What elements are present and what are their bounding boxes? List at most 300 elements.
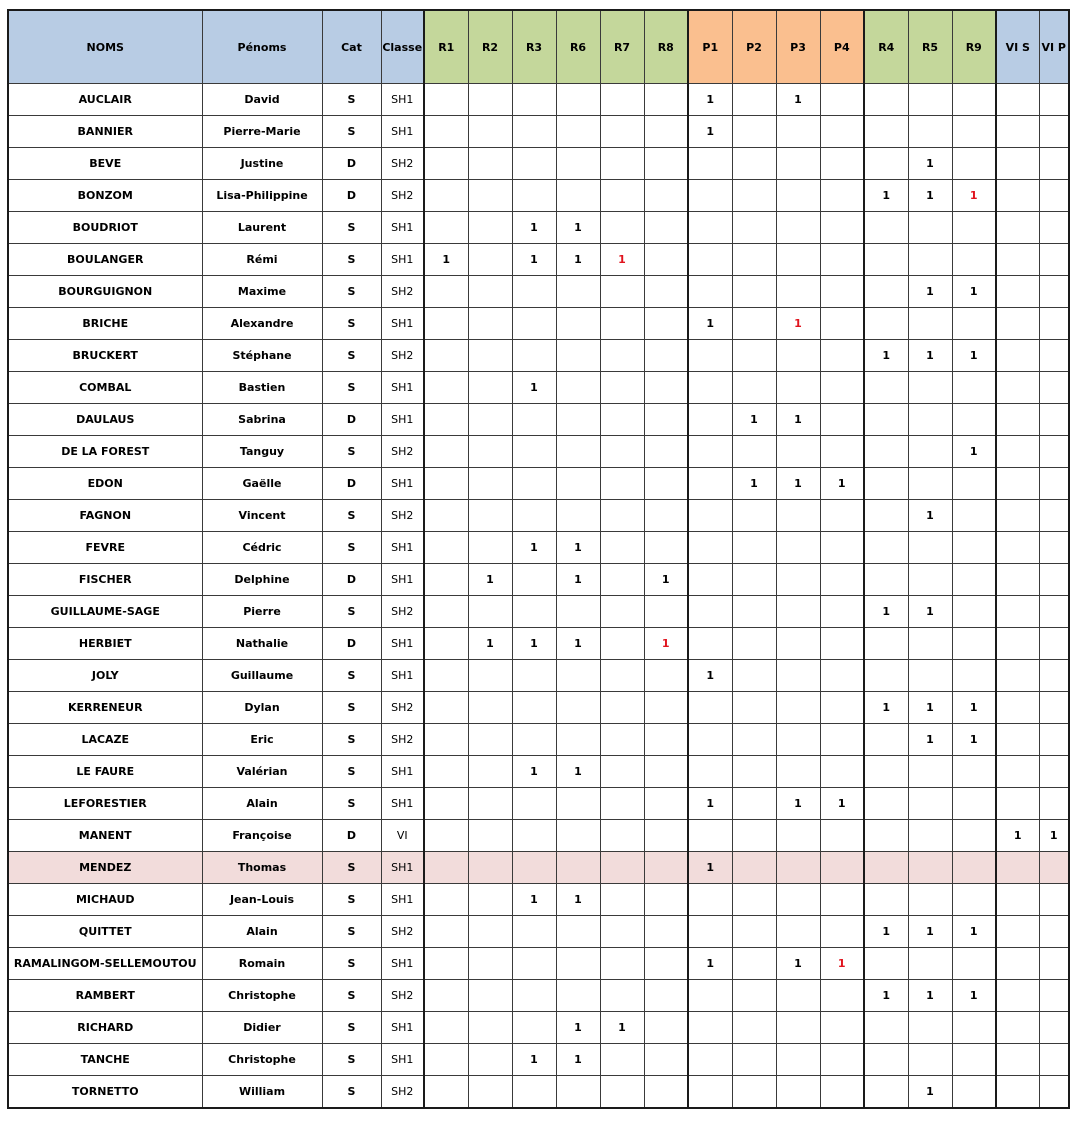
value-cell-p4 xyxy=(820,692,864,724)
value-cell-r6 xyxy=(556,1076,600,1109)
table-row xyxy=(8,276,1069,308)
value-cell-r1 xyxy=(424,692,468,724)
value-cell-r9 xyxy=(952,308,996,340)
prenom-cell: Maxime xyxy=(202,276,322,308)
value-cell-r8: 1 xyxy=(644,564,688,596)
value-cell-r4 xyxy=(864,1012,908,1044)
value-cell-p3 xyxy=(776,500,820,532)
value-cell-r3: 1 xyxy=(512,212,556,244)
classe-cell: SH1 xyxy=(381,404,424,436)
table-row xyxy=(8,884,1069,916)
value-cell-r3 xyxy=(512,916,556,948)
value-cell-r3 xyxy=(512,404,556,436)
column-header-r1: R1 xyxy=(424,10,468,84)
value-cell-r8 xyxy=(644,308,688,340)
prenom-cell: Thomas xyxy=(202,852,322,884)
value-cell-r8 xyxy=(644,180,688,212)
value-cell-r2: 1 xyxy=(468,628,512,660)
value-cell-p2 xyxy=(732,372,776,404)
cat-cell: S xyxy=(322,660,381,692)
nom-cell: GUILLAUME-SAGE xyxy=(8,596,202,628)
value-cell-r9 xyxy=(952,532,996,564)
value-cell-vi-s xyxy=(996,564,1039,596)
value-cell-p4 xyxy=(820,724,864,756)
value-cell-vi-p xyxy=(1039,148,1069,180)
value-cell-r6 xyxy=(556,340,600,372)
value-cell-r4 xyxy=(864,660,908,692)
value-cell-p3 xyxy=(776,276,820,308)
value-cell-r7 xyxy=(600,436,644,468)
value-cell-p4 xyxy=(820,180,864,212)
value-cell-r9 xyxy=(952,372,996,404)
value-cell-p1 xyxy=(688,596,732,628)
value-cell-r5: 1 xyxy=(908,724,952,756)
value-cell-r1 xyxy=(424,788,468,820)
value-cell-r8 xyxy=(644,244,688,276)
value-cell-r7 xyxy=(600,340,644,372)
prenom-cell: Stéphane xyxy=(202,340,322,372)
prenom-cell: Alain xyxy=(202,916,322,948)
value-cell-p2 xyxy=(732,564,776,596)
value-cell-r2 xyxy=(468,468,512,500)
value-cell-r7 xyxy=(600,276,644,308)
value-cell-r1 xyxy=(424,532,468,564)
classe-cell: VI xyxy=(381,820,424,852)
value-cell-r4: 1 xyxy=(864,340,908,372)
value-cell-r2 xyxy=(468,244,512,276)
value-cell-r7 xyxy=(600,980,644,1012)
table-row xyxy=(8,1012,1069,1044)
value-cell-p4 xyxy=(820,372,864,404)
value-cell-r9 xyxy=(952,884,996,916)
table-row xyxy=(8,500,1069,532)
cat-cell: S xyxy=(322,500,381,532)
prenom-cell: Justine xyxy=(202,148,322,180)
cat-cell: S xyxy=(322,276,381,308)
value-cell-r9 xyxy=(952,404,996,436)
value-cell-r1 xyxy=(424,148,468,180)
value-cell-vi-s xyxy=(996,436,1039,468)
value-cell-r9 xyxy=(952,116,996,148)
value-cell-p4 xyxy=(820,980,864,1012)
value-cell-r2 xyxy=(468,436,512,468)
value-cell-r2 xyxy=(468,660,512,692)
value-cell-p4 xyxy=(820,84,864,116)
value-cell-r2 xyxy=(468,148,512,180)
value-cell-r4 xyxy=(864,564,908,596)
value-cell-r1 xyxy=(424,276,468,308)
value-cell-vi-s xyxy=(996,1012,1039,1044)
value-cell-vi-p xyxy=(1039,692,1069,724)
value-cell-vi-s xyxy=(996,1044,1039,1076)
value-cell-r7 xyxy=(600,564,644,596)
prenom-cell: David xyxy=(202,84,322,116)
value-cell-p1 xyxy=(688,212,732,244)
value-cell-p4 xyxy=(820,916,864,948)
value-cell-p3 xyxy=(776,436,820,468)
value-cell-vi-p xyxy=(1039,180,1069,212)
table-row xyxy=(8,340,1069,372)
value-cell-r1 xyxy=(424,660,468,692)
value-cell-r3 xyxy=(512,596,556,628)
prenom-cell: Alain xyxy=(202,788,322,820)
table-row xyxy=(8,1076,1069,1109)
value-cell-r9 xyxy=(952,628,996,660)
table-row xyxy=(8,308,1069,340)
value-cell-r5 xyxy=(908,788,952,820)
value-cell-p3 xyxy=(776,1044,820,1076)
nom-cell: KERRENEUR xyxy=(8,692,202,724)
value-cell-vi-s xyxy=(996,468,1039,500)
value-cell-p4 xyxy=(820,532,864,564)
classe-cell: SH1 xyxy=(381,116,424,148)
cat-cell: S xyxy=(322,1012,381,1044)
cat-cell: D xyxy=(322,820,381,852)
value-cell-r8 xyxy=(644,852,688,884)
value-cell-p2 xyxy=(732,1076,776,1109)
value-cell-p4: 1 xyxy=(820,948,864,980)
value-cell-r3 xyxy=(512,340,556,372)
prenom-cell: Romain xyxy=(202,948,322,980)
value-cell-r5: 1 xyxy=(908,692,952,724)
value-cell-p2 xyxy=(732,116,776,148)
nom-cell: MANENT xyxy=(8,820,202,852)
value-cell-r9 xyxy=(952,148,996,180)
value-cell-p3 xyxy=(776,916,820,948)
value-cell-p3 xyxy=(776,116,820,148)
value-cell-p4 xyxy=(820,852,864,884)
cat-cell: S xyxy=(322,980,381,1012)
column-header-pénoms: Pénoms xyxy=(202,10,322,84)
value-cell-r4: 1 xyxy=(864,692,908,724)
nom-cell: FEVRE xyxy=(8,532,202,564)
value-cell-vi-s xyxy=(996,852,1039,884)
value-cell-r1 xyxy=(424,948,468,980)
value-cell-p4 xyxy=(820,660,864,692)
value-cell-r2 xyxy=(468,212,512,244)
table-row xyxy=(8,532,1069,564)
value-cell-r5 xyxy=(908,116,952,148)
value-cell-p1 xyxy=(688,436,732,468)
value-cell-r3 xyxy=(512,1076,556,1109)
value-cell-r1: 1 xyxy=(424,244,468,276)
cat-cell: S xyxy=(322,436,381,468)
value-cell-r8: 1 xyxy=(644,628,688,660)
table-row xyxy=(8,756,1069,788)
value-cell-p4 xyxy=(820,500,864,532)
value-cell-r8 xyxy=(644,340,688,372)
value-cell-vi-p xyxy=(1039,116,1069,148)
value-cell-p2 xyxy=(732,692,776,724)
value-cell-r6 xyxy=(556,500,600,532)
value-cell-r3 xyxy=(512,436,556,468)
value-cell-p2 xyxy=(732,948,776,980)
value-cell-r6 xyxy=(556,692,600,724)
value-cell-r5 xyxy=(908,212,952,244)
value-cell-vi-s xyxy=(996,1076,1039,1109)
table-row xyxy=(8,628,1069,660)
value-cell-r9 xyxy=(952,468,996,500)
value-cell-r4: 1 xyxy=(864,916,908,948)
value-cell-r9: 1 xyxy=(952,724,996,756)
value-cell-r8 xyxy=(644,436,688,468)
value-cell-p2 xyxy=(732,532,776,564)
value-cell-r3 xyxy=(512,148,556,180)
value-cell-r9 xyxy=(952,660,996,692)
value-cell-r8 xyxy=(644,148,688,180)
value-cell-r5 xyxy=(908,436,952,468)
value-cell-p1 xyxy=(688,340,732,372)
cat-cell: S xyxy=(322,916,381,948)
value-cell-r8 xyxy=(644,980,688,1012)
table-row xyxy=(8,212,1069,244)
classe-cell: SH1 xyxy=(381,212,424,244)
value-cell-r6: 1 xyxy=(556,756,600,788)
value-cell-vi-p xyxy=(1039,1076,1069,1109)
value-cell-r7 xyxy=(600,660,644,692)
value-cell-r3 xyxy=(512,308,556,340)
value-cell-vi-s xyxy=(996,788,1039,820)
value-cell-r2 xyxy=(468,596,512,628)
classe-cell: SH2 xyxy=(381,692,424,724)
value-cell-p4 xyxy=(820,148,864,180)
value-cell-r6 xyxy=(556,980,600,1012)
value-cell-vi-p xyxy=(1039,756,1069,788)
value-cell-r3: 1 xyxy=(512,244,556,276)
value-cell-r2 xyxy=(468,756,512,788)
value-cell-vi-p xyxy=(1039,340,1069,372)
value-cell-p1 xyxy=(688,148,732,180)
value-cell-p1: 1 xyxy=(688,948,732,980)
value-cell-p1 xyxy=(688,180,732,212)
value-cell-r8 xyxy=(644,1044,688,1076)
value-cell-vi-p xyxy=(1039,276,1069,308)
cat-cell: D xyxy=(322,180,381,212)
table-row xyxy=(8,916,1069,948)
value-cell-r1 xyxy=(424,596,468,628)
value-cell-r5 xyxy=(908,308,952,340)
column-header-r3: R3 xyxy=(512,10,556,84)
prenom-cell: Vincent xyxy=(202,500,322,532)
value-cell-p1 xyxy=(688,1076,732,1109)
value-cell-vi-s xyxy=(996,500,1039,532)
classe-cell: SH2 xyxy=(381,148,424,180)
value-cell-r7: 1 xyxy=(600,244,644,276)
value-cell-r3 xyxy=(512,788,556,820)
value-cell-r4 xyxy=(864,84,908,116)
value-cell-r8 xyxy=(644,660,688,692)
value-cell-r9: 1 xyxy=(952,692,996,724)
table-row xyxy=(8,564,1069,596)
value-cell-p3 xyxy=(776,564,820,596)
nom-cell: RAMBERT xyxy=(8,980,202,1012)
value-cell-p4 xyxy=(820,1012,864,1044)
prenom-cell: Cédric xyxy=(202,532,322,564)
classe-cell: SH1 xyxy=(381,84,424,116)
header-row xyxy=(8,10,1069,84)
value-cell-r9 xyxy=(952,948,996,980)
nom-cell: COMBAL xyxy=(8,372,202,404)
classe-cell: SH1 xyxy=(381,660,424,692)
nom-cell: LACAZE xyxy=(8,724,202,756)
table-row xyxy=(8,852,1069,884)
value-cell-p1 xyxy=(688,916,732,948)
value-cell-p2 xyxy=(732,500,776,532)
prenom-cell: Christophe xyxy=(202,980,322,1012)
table-row xyxy=(8,660,1069,692)
cat-cell: D xyxy=(322,564,381,596)
value-cell-p4 xyxy=(820,244,864,276)
value-cell-r6 xyxy=(556,788,600,820)
value-cell-r3 xyxy=(512,1012,556,1044)
value-cell-r8 xyxy=(644,468,688,500)
value-cell-r1 xyxy=(424,212,468,244)
column-header-vi-s: VI S xyxy=(996,10,1039,84)
value-cell-p1 xyxy=(688,500,732,532)
classe-cell: SH1 xyxy=(381,788,424,820)
value-cell-vi-p xyxy=(1039,212,1069,244)
value-cell-r4 xyxy=(864,148,908,180)
value-cell-r5 xyxy=(908,532,952,564)
classe-cell: SH2 xyxy=(381,916,424,948)
classe-cell: SH2 xyxy=(381,276,424,308)
value-cell-p2 xyxy=(732,756,776,788)
value-cell-r1 xyxy=(424,308,468,340)
value-cell-r8 xyxy=(644,756,688,788)
value-cell-vi-s xyxy=(996,756,1039,788)
value-cell-p1 xyxy=(688,1044,732,1076)
value-cell-r2 xyxy=(468,84,512,116)
value-cell-r8 xyxy=(644,820,688,852)
nom-cell: BRICHE xyxy=(8,308,202,340)
table-row xyxy=(8,596,1069,628)
value-cell-r6 xyxy=(556,148,600,180)
value-cell-r3 xyxy=(512,116,556,148)
cat-cell: S xyxy=(322,244,381,276)
value-cell-r4 xyxy=(864,468,908,500)
cat-cell: S xyxy=(322,308,381,340)
value-cell-r3 xyxy=(512,692,556,724)
value-cell-r3 xyxy=(512,276,556,308)
value-cell-p3 xyxy=(776,212,820,244)
value-cell-r1 xyxy=(424,116,468,148)
classe-cell: SH1 xyxy=(381,244,424,276)
value-cell-r1 xyxy=(424,468,468,500)
value-cell-p1: 1 xyxy=(688,788,732,820)
cat-cell: S xyxy=(322,756,381,788)
value-cell-p1 xyxy=(688,724,732,756)
value-cell-r6 xyxy=(556,468,600,500)
value-cell-r8 xyxy=(644,1076,688,1109)
classe-cell: SH1 xyxy=(381,1044,424,1076)
value-cell-p1 xyxy=(688,404,732,436)
value-cell-r6 xyxy=(556,948,600,980)
value-cell-p3 xyxy=(776,1012,820,1044)
value-cell-r3 xyxy=(512,500,556,532)
value-cell-r7 xyxy=(600,500,644,532)
value-cell-vi-s xyxy=(996,148,1039,180)
value-cell-r5: 1 xyxy=(908,596,952,628)
value-cell-p1 xyxy=(688,276,732,308)
value-cell-p1 xyxy=(688,692,732,724)
value-cell-p3: 1 xyxy=(776,84,820,116)
cat-cell: S xyxy=(322,852,381,884)
value-cell-r2 xyxy=(468,916,512,948)
value-cell-r6 xyxy=(556,372,600,404)
value-cell-r9: 1 xyxy=(952,340,996,372)
nom-cell: BANNIER xyxy=(8,116,202,148)
column-header-classe: Classe xyxy=(381,10,424,84)
value-cell-p4 xyxy=(820,116,864,148)
value-cell-r5: 1 xyxy=(908,500,952,532)
value-cell-r7 xyxy=(600,820,644,852)
value-cell-r5 xyxy=(908,948,952,980)
cat-cell: D xyxy=(322,468,381,500)
value-cell-vi-p xyxy=(1039,660,1069,692)
value-cell-p2: 1 xyxy=(732,468,776,500)
classe-cell: SH2 xyxy=(381,340,424,372)
value-cell-p2 xyxy=(732,1044,776,1076)
value-cell-vi-p xyxy=(1039,244,1069,276)
value-cell-r2 xyxy=(468,180,512,212)
value-cell-p3 xyxy=(776,692,820,724)
value-cell-r1 xyxy=(424,756,468,788)
classe-cell: SH1 xyxy=(381,468,424,500)
value-cell-vi-p xyxy=(1039,308,1069,340)
value-cell-r9 xyxy=(952,500,996,532)
value-cell-r7 xyxy=(600,1044,644,1076)
value-cell-vi-p xyxy=(1039,884,1069,916)
column-header-p3: P3 xyxy=(776,10,820,84)
classe-cell: SH2 xyxy=(381,1076,424,1109)
value-cell-r8 xyxy=(644,948,688,980)
classe-cell: SH1 xyxy=(381,756,424,788)
column-header-r2: R2 xyxy=(468,10,512,84)
value-cell-p3 xyxy=(776,372,820,404)
value-cell-vi-p xyxy=(1039,500,1069,532)
classe-cell: SH1 xyxy=(381,308,424,340)
value-cell-r7 xyxy=(600,532,644,564)
value-cell-r8 xyxy=(644,916,688,948)
value-cell-r7 xyxy=(600,180,644,212)
value-cell-r2 xyxy=(468,788,512,820)
value-cell-r9 xyxy=(952,1044,996,1076)
nom-cell: BOULANGER xyxy=(8,244,202,276)
value-cell-p3 xyxy=(776,724,820,756)
value-cell-r1 xyxy=(424,180,468,212)
value-cell-r4 xyxy=(864,628,908,660)
value-cell-r6: 1 xyxy=(556,628,600,660)
value-cell-vi-p xyxy=(1039,916,1069,948)
value-cell-r2 xyxy=(468,1012,512,1044)
value-cell-r6: 1 xyxy=(556,532,600,564)
cat-cell: S xyxy=(322,692,381,724)
value-cell-r3 xyxy=(512,980,556,1012)
value-cell-r2: 1 xyxy=(468,564,512,596)
value-cell-r9 xyxy=(952,1012,996,1044)
value-cell-r5: 1 xyxy=(908,340,952,372)
nom-cell: MENDEZ xyxy=(8,852,202,884)
value-cell-r2 xyxy=(468,340,512,372)
column-header-p2: P2 xyxy=(732,10,776,84)
value-cell-r9: 1 xyxy=(952,436,996,468)
value-cell-p2 xyxy=(732,724,776,756)
value-cell-p2 xyxy=(732,436,776,468)
column-header-r4: R4 xyxy=(864,10,908,84)
value-cell-vi-s xyxy=(996,244,1039,276)
nom-cell: FISCHER xyxy=(8,564,202,596)
prenom-cell: Françoise xyxy=(202,820,322,852)
